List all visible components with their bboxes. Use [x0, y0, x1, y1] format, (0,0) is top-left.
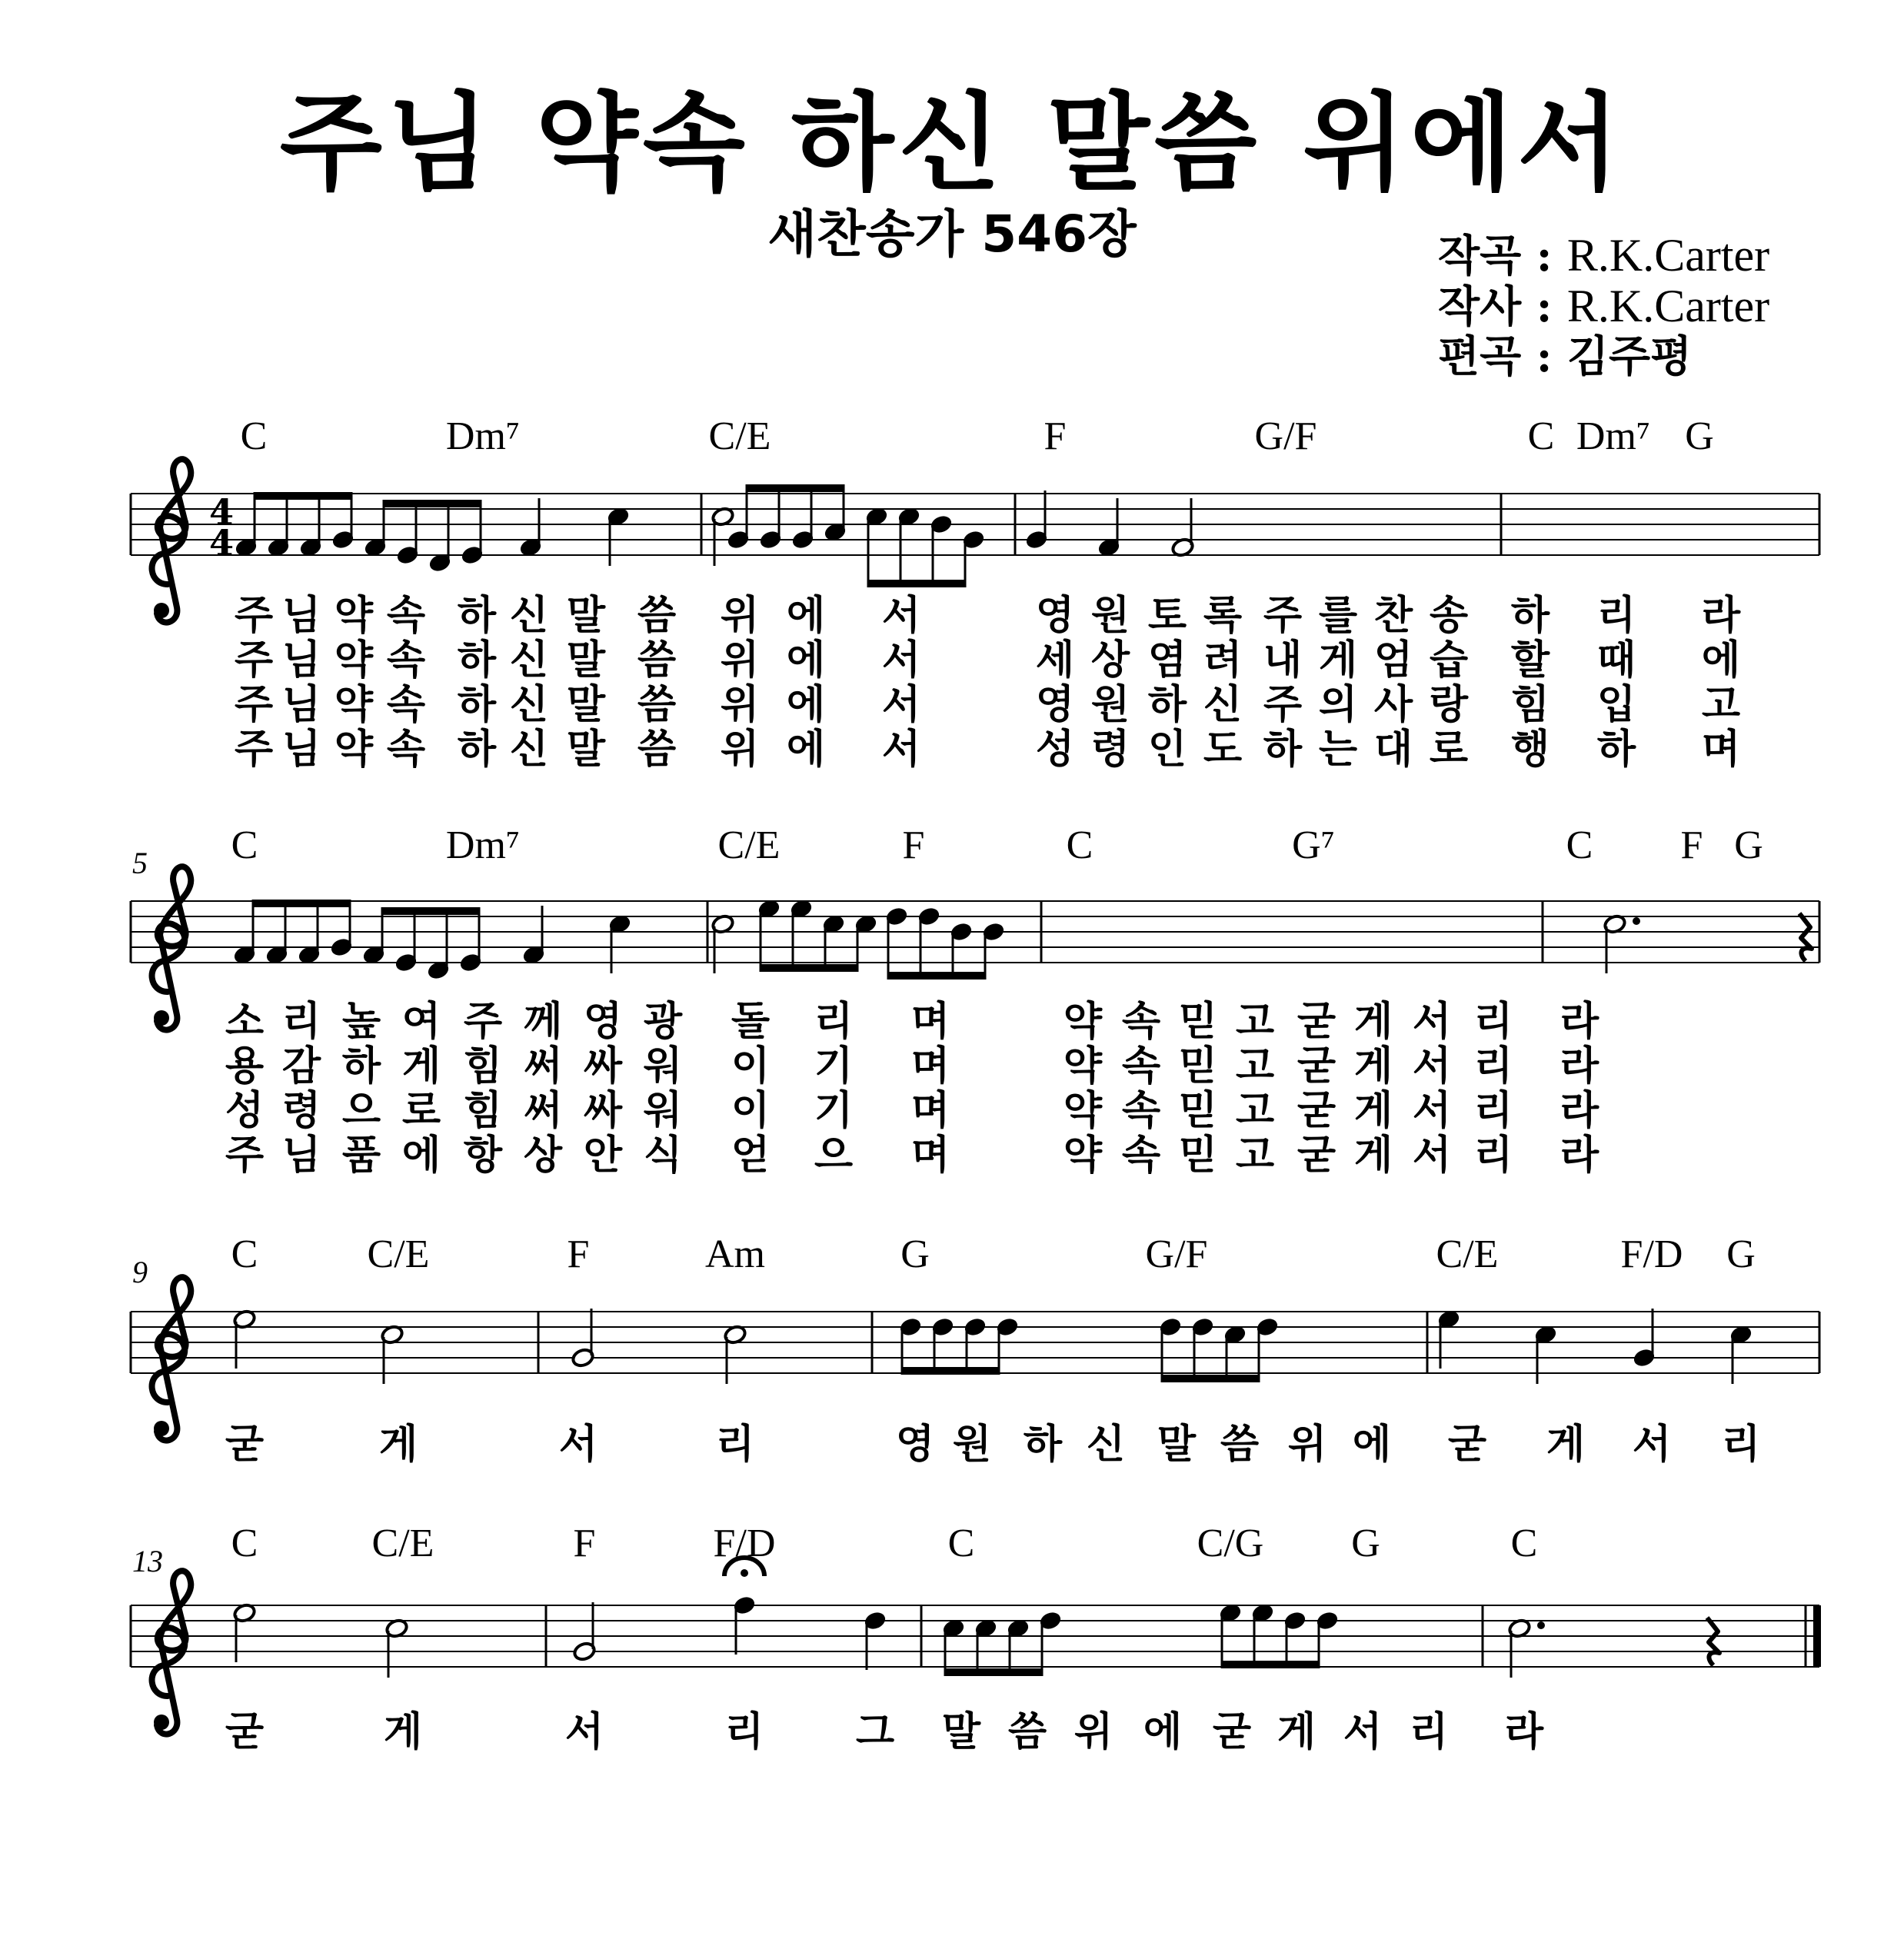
lyric-syllable: 리 — [1409, 1709, 1449, 1755]
lyric-syllable: 워 — [643, 1088, 683, 1134]
song-subtitle: 새찬송가 546장 — [767, 205, 1137, 264]
lyric-syllable: 주 — [225, 1132, 265, 1179]
lyric-syllable: 상 — [1090, 637, 1130, 683]
lyric-syllable: 말 — [566, 682, 606, 728]
lyric-syllable: 님 — [281, 727, 321, 773]
lyric-syllable: 속 — [1121, 1043, 1161, 1089]
lyric-syllable: 성 — [1035, 727, 1075, 773]
lyric-syllable: 게 — [1318, 637, 1358, 683]
lyric-syllable: 영 — [895, 1422, 935, 1468]
lyric-syllable: 속 — [1121, 1132, 1161, 1179]
chord-symbol: F — [567, 1232, 590, 1276]
lyric-syllable: 약 — [1063, 1043, 1103, 1089]
lyric-syllable: 라 — [1559, 1043, 1599, 1089]
lyric-syllable: 하 — [1023, 1422, 1063, 1468]
lyric-syllable: 에 — [786, 682, 826, 728]
lyric-syllable: 씀 — [637, 593, 677, 639]
chord-symbol: G — [900, 1232, 930, 1276]
chord-symbol: Dm⁷ — [445, 823, 521, 867]
note-beam — [1162, 1375, 1259, 1382]
lyric-syllable: 영 — [583, 999, 623, 1045]
lyric-syllable: 말 — [566, 637, 606, 683]
song-title: 주님 약속 하신 말씀 위에서 — [279, 81, 1625, 205]
lyric-syllable: 님 — [281, 1132, 321, 1179]
lyric-syllable: 약 — [334, 637, 374, 683]
note-beam — [888, 972, 985, 979]
time-signature-bottom: 4 — [208, 522, 235, 564]
lyric-syllable: 위 — [720, 727, 760, 773]
lyric-syllable: 서 — [1343, 1709, 1383, 1755]
lyric-syllable: 하 — [457, 593, 497, 639]
lyric-syllable: 원 — [1090, 682, 1130, 728]
credit-lyricist: 작사 : R.K.Carter — [1438, 281, 1770, 332]
lyric-syllable: 토 — [1147, 593, 1187, 639]
lyric-syllable: 서 — [881, 637, 921, 683]
lyric-syllable: 게 — [401, 1043, 441, 1089]
lyric-syllable: 굳 — [1297, 1088, 1336, 1134]
lyric-syllable: 리 — [1473, 1043, 1513, 1089]
chord-symbol: C — [231, 823, 258, 867]
lyric-syllable: 서 — [881, 593, 921, 639]
lyric-syllable: 에 — [786, 637, 826, 683]
lyric-syllable: 고 — [1235, 999, 1275, 1045]
lyric-syllable: 서 — [1412, 1043, 1452, 1089]
lyric-syllable: 에 — [1352, 1422, 1392, 1468]
note-beam — [868, 580, 965, 587]
chord-symbol: G — [1685, 414, 1714, 458]
lyric-syllable: 위 — [1073, 1709, 1113, 1755]
chord-symbol: C — [231, 1232, 258, 1276]
note-beam — [255, 492, 351, 500]
lyric-syllable: 굳 — [1297, 999, 1336, 1045]
chord-symbol: C/E — [717, 823, 781, 867]
treble-clef-icon — [152, 459, 191, 622]
lyric-syllable: 감 — [281, 1043, 321, 1089]
lyric-syllable: 주 — [463, 999, 503, 1045]
lyric-syllable: 주 — [234, 682, 274, 728]
lyric-syllable: 서 — [1412, 1088, 1452, 1134]
lyric-syllable: 씀 — [637, 637, 677, 683]
lyric-syllable: 때 — [1596, 637, 1636, 683]
lyric-syllable: 신 — [509, 637, 549, 683]
lyric-syllable: 라 — [1559, 1088, 1599, 1134]
lyric-syllable: 굳 — [1297, 1132, 1336, 1179]
lyric-syllable: 며 — [910, 999, 950, 1045]
quarter-rest-icon — [1707, 1618, 1719, 1665]
lyric-syllable: 내 — [1263, 637, 1303, 683]
lyric-syllable: 리 — [1721, 1422, 1761, 1468]
lyric-syllable: 원 — [1090, 593, 1130, 639]
chord-symbol: C/E — [367, 1232, 430, 1276]
lyric-syllable: 약 — [1063, 1088, 1103, 1134]
measure-number: 13 — [132, 1544, 163, 1578]
note-beam — [902, 1367, 999, 1375]
augmentation-dot — [1537, 1621, 1545, 1629]
lyric-syllable: 하 — [341, 1043, 381, 1089]
lyric-syllable: 식 — [643, 1132, 683, 1179]
lyric-syllable: 용 — [225, 1043, 265, 1089]
lyric-syllable: 서 — [1632, 1422, 1672, 1468]
note-beam — [253, 900, 350, 907]
lyric-syllable: 속 — [1121, 999, 1161, 1045]
lyric-syllable: 굳 — [1447, 1422, 1487, 1468]
lyric-syllable: 고 — [1235, 1043, 1275, 1089]
lyric-syllable: 라 — [1559, 999, 1599, 1045]
lyric-syllable: 속 — [386, 637, 426, 683]
lyric-syllable: 위 — [720, 593, 760, 639]
note-beam — [382, 907, 479, 915]
lyric-syllable: 습 — [1429, 637, 1469, 683]
chord-symbol: F — [1680, 823, 1703, 867]
lyric-syllable: 씀 — [637, 727, 677, 773]
lyric-syllable: 이 — [731, 1088, 771, 1134]
lyric-syllable: 대 — [1373, 727, 1413, 773]
lyric-syllable: 게 — [1353, 1043, 1393, 1089]
chord-symbol: F — [1044, 414, 1067, 458]
lyric-syllable: 써 — [523, 1043, 563, 1089]
time-signature — [209, 491, 234, 564]
lyric-syllable: 고 — [1701, 682, 1741, 728]
lyric-syllable: 게 — [378, 1422, 418, 1468]
lyric-syllable: 소 — [225, 999, 265, 1045]
lyric-syllable: 리 — [814, 999, 854, 1045]
treble-clef-dot — [154, 1421, 169, 1436]
lyric-syllable: 성 — [225, 1088, 265, 1134]
lyric-syllable: 신 — [1203, 682, 1243, 728]
lyric-syllable: 말 — [566, 593, 606, 639]
lyric-syllable: 입 — [1596, 682, 1636, 728]
chord-symbol: G/F — [1145, 1232, 1208, 1276]
lyric-syllable: 속 — [1121, 1088, 1161, 1134]
lyric-syllable: 약 — [1063, 1132, 1103, 1179]
lyric-syllable: 리 — [724, 1709, 764, 1755]
lyric-syllable: 약 — [1063, 999, 1103, 1045]
chord-symbol: F — [573, 1522, 596, 1565]
credit-arranger: 편곡 : 김주평 — [1438, 331, 1693, 382]
lyric-syllable: 서 — [881, 727, 921, 773]
time-signature-top: 4 — [208, 491, 235, 533]
lyric-syllable: 믿 — [1178, 1043, 1218, 1089]
lyric-syllable: 신 — [509, 727, 549, 773]
lyric-syllable: 기 — [814, 1043, 854, 1089]
lyric-syllable: 고 — [1235, 1088, 1275, 1134]
lyric-syllable: 님 — [281, 637, 321, 683]
lyric-syllable: 으 — [341, 1088, 381, 1134]
lyric-syllable: 위 — [720, 682, 760, 728]
measure-number: 9 — [132, 1255, 148, 1289]
staff-system — [131, 823, 1819, 1179]
lyric-syllable: 송 — [1429, 593, 1469, 639]
lyric-syllable: 힘 — [463, 1088, 503, 1134]
lyric-syllable: 굳 — [225, 1422, 265, 1468]
chord-symbol: C — [1566, 823, 1593, 867]
chord-symbol: C — [240, 414, 268, 458]
chord-symbol: C — [1527, 414, 1555, 458]
lyric-syllable: 믿 — [1178, 1132, 1218, 1179]
lyric-syllable: 게 — [1546, 1422, 1586, 1468]
lyric-syllable: 원 — [952, 1422, 992, 1468]
lyric-syllable: 위 — [1287, 1422, 1327, 1468]
augmentation-dot — [1633, 917, 1640, 925]
lyric-syllable: 리 — [1473, 999, 1513, 1045]
chord-symbol: G/F — [1254, 414, 1317, 458]
treble-clef-icon — [152, 866, 191, 1029]
chord-symbol: G — [1726, 1232, 1756, 1276]
lyric-syllable: 주 — [1263, 682, 1303, 728]
treble-clef-dot — [154, 603, 169, 618]
lyric-syllable: 님 — [281, 593, 321, 639]
lyric-syllable: 서 — [1412, 1132, 1452, 1179]
chord-symbol: C — [231, 1522, 258, 1565]
lyric-syllable: 에 — [786, 593, 826, 639]
fermata-dot — [741, 1569, 748, 1577]
lyric-syllable: 로 — [401, 1088, 441, 1134]
treble-clef-icon — [152, 1571, 191, 1734]
lyric-syllable: 서 — [558, 1422, 598, 1468]
treble-clef-icon — [152, 1277, 191, 1440]
lyric-syllable: 께 — [523, 999, 563, 1045]
lyric-syllable: 리 — [1596, 593, 1636, 639]
lyric-syllable: 굳 — [225, 1709, 265, 1755]
lyric-syllable: 염 — [1147, 637, 1187, 683]
lyric-syllable: 사 — [1373, 682, 1413, 728]
lyric-syllable: 워 — [643, 1043, 683, 1089]
treble-clef-dot — [154, 1010, 169, 1026]
lyric-syllable: 싸 — [583, 1088, 623, 1134]
lyric-syllable: 리 — [281, 999, 321, 1045]
note-beam — [747, 484, 844, 492]
lyric-syllable: 속 — [386, 593, 426, 639]
lyric-syllable: 말 — [566, 727, 606, 773]
lyric-syllable: 하 — [1263, 727, 1303, 773]
measure-number: 5 — [132, 846, 148, 880]
lyric-syllable: 찬 — [1373, 593, 1413, 639]
lyric-syllable: 리 — [1473, 1132, 1513, 1179]
chord-symbol: C/E — [708, 414, 771, 458]
lyric-syllable: 약 — [334, 593, 374, 639]
lyric-syllable: 속 — [386, 727, 426, 773]
lyric-syllable: 서 — [881, 682, 921, 728]
lyric-syllable: 신 — [509, 682, 549, 728]
staff-system — [131, 414, 1819, 773]
lyric-syllable: 에 — [1143, 1709, 1183, 1755]
lyric-syllable: 주 — [234, 637, 274, 683]
lyric-syllable: 영 — [1035, 682, 1075, 728]
chord-symbol: Dm⁷ — [445, 414, 521, 458]
lyric-syllable: 품 — [341, 1132, 381, 1179]
lyric-syllable: 광 — [643, 999, 683, 1045]
lyric-syllable: 록 — [1203, 593, 1243, 639]
chord-symbol: G⁷ — [1292, 823, 1335, 867]
lyric-syllable: 게 — [1277, 1709, 1316, 1755]
lyric-syllable: 기 — [814, 1088, 854, 1134]
lyric-syllable: 힘 — [463, 1043, 503, 1089]
lyric-syllable: 하 — [457, 637, 497, 683]
chord-symbol: Dm⁷ — [1576, 414, 1651, 458]
note-beam — [945, 1668, 1042, 1676]
lyric-syllable: 주 — [1263, 593, 1303, 639]
lyric-syllable: 하 — [1147, 682, 1187, 728]
lyric-syllable: 씀 — [1220, 1422, 1260, 1468]
lyric-syllable: 라 — [1504, 1709, 1544, 1755]
lyric-syllable: 고 — [1235, 1132, 1275, 1179]
lyric-syllable: 서 — [1412, 999, 1452, 1045]
chord-symbol: C — [1066, 823, 1093, 867]
lyric-syllable: 려 — [1203, 637, 1243, 683]
lyric-syllable: 항 — [463, 1132, 503, 1179]
staff-system — [131, 1522, 1821, 1755]
lyric-syllable: 며 — [910, 1043, 950, 1089]
lyric-syllable: 게 — [383, 1709, 423, 1755]
lyric-syllable: 얻 — [731, 1132, 771, 1179]
lyric-syllable: 령 — [1090, 727, 1130, 773]
credit-composer: 작곡 : R.K.Carter — [1438, 230, 1770, 281]
lyric-syllable: 며 — [1701, 727, 1741, 773]
lyric-syllable: 돌 — [731, 999, 771, 1045]
lyric-syllable: 하 — [457, 727, 497, 773]
barline-final-thick — [1813, 1605, 1821, 1667]
chord-symbol: Am — [705, 1232, 765, 1276]
lyric-syllable: 그 — [855, 1709, 895, 1755]
chord-symbol: F — [902, 823, 925, 867]
lyric-syllable: 말 — [941, 1709, 981, 1755]
lyric-syllable: 리 — [715, 1422, 755, 1468]
lyric-syllable: 하 — [1596, 727, 1636, 773]
lyric-syllable: 약 — [334, 682, 374, 728]
lyric-syllable: 에 — [786, 727, 826, 773]
lyric-syllable: 며 — [910, 1088, 950, 1134]
lyric-syllable: 믿 — [1178, 1088, 1218, 1134]
lyric-syllable: 리 — [1473, 1088, 1513, 1134]
lyric-syllable: 서 — [564, 1709, 604, 1755]
lyric-syllable: 게 — [1353, 1132, 1393, 1179]
lyric-syllable: 며 — [910, 1132, 950, 1179]
lyric-syllable: 믿 — [1178, 999, 1218, 1045]
lyric-syllable: 하 — [1510, 593, 1550, 639]
lyric-syllable: 에 — [401, 1132, 441, 1179]
chord-symbol: F/D — [1620, 1232, 1683, 1276]
lyric-syllable: 행 — [1510, 727, 1550, 773]
lyric-syllable: 를 — [1318, 593, 1358, 639]
lyric-syllable: 써 — [523, 1088, 563, 1134]
lyric-syllable: 인 — [1147, 727, 1187, 773]
note-beam — [1222, 1661, 1319, 1668]
lyric-syllable: 신 — [509, 593, 549, 639]
staff-system — [131, 1232, 1819, 1468]
treble-clef-dot — [154, 1715, 169, 1730]
lyric-syllable: 에 — [1701, 637, 1741, 683]
lyric-syllable: 는 — [1318, 727, 1358, 773]
lyric-syllable: 높 — [341, 999, 381, 1045]
lyric-syllable: 의 — [1318, 682, 1358, 728]
chord-symbol: C — [947, 1522, 975, 1565]
lyric-syllable: 싸 — [583, 1043, 623, 1089]
chord-symbol: C — [1510, 1522, 1538, 1565]
lyric-syllable: 님 — [281, 682, 321, 728]
lyric-syllable: 굳 — [1297, 1043, 1336, 1089]
note-beam — [384, 500, 481, 507]
lyric-syllable: 약 — [334, 727, 374, 773]
lyric-syllable: 하 — [457, 682, 497, 728]
chord-symbol: C/G — [1197, 1522, 1264, 1565]
chord-symbol: C/E — [371, 1522, 434, 1565]
lyric-syllable: 이 — [731, 1043, 771, 1089]
lyric-syllable: 여 — [401, 999, 441, 1045]
lyric-syllable: 주 — [234, 593, 274, 639]
quarter-rest-icon — [1799, 913, 1812, 961]
chord-symbol: F/D — [713, 1522, 776, 1565]
lyric-syllable: 할 — [1510, 637, 1550, 683]
note-beam — [761, 964, 857, 972]
lyric-syllable: 랑 — [1429, 682, 1469, 728]
chord-symbol: G — [1734, 823, 1763, 867]
lyric-syllable: 위 — [720, 637, 760, 683]
lyric-syllable: 신 — [1086, 1422, 1126, 1468]
lyric-syllable: 으 — [814, 1132, 854, 1179]
chord-symbol: C/E — [1436, 1232, 1499, 1276]
lyric-syllable: 라 — [1701, 593, 1741, 639]
lyric-syllable: 로 — [1429, 727, 1469, 773]
lyric-syllable: 영 — [1035, 593, 1075, 639]
lyric-syllable: 말 — [1157, 1422, 1197, 1468]
lyric-syllable: 세 — [1035, 637, 1075, 683]
chord-symbol: G — [1351, 1522, 1380, 1565]
lyric-syllable: 엄 — [1373, 637, 1413, 683]
lyric-syllable: 씀 — [637, 682, 677, 728]
lyric-syllable: 주 — [234, 727, 274, 773]
lyric-syllable: 씀 — [1007, 1709, 1047, 1755]
lyric-syllable: 굳 — [1212, 1709, 1252, 1755]
lyric-syllable: 게 — [1353, 999, 1393, 1045]
lyric-syllable: 안 — [583, 1132, 623, 1179]
lyric-syllable: 속 — [386, 682, 426, 728]
lyric-syllable: 상 — [523, 1132, 563, 1179]
lyric-syllable: 령 — [281, 1088, 321, 1134]
lyric-syllable: 게 — [1353, 1088, 1393, 1134]
lyric-syllable: 도 — [1203, 727, 1243, 773]
lyric-syllable: 힘 — [1510, 682, 1550, 728]
lyric-syllable: 라 — [1559, 1132, 1599, 1179]
